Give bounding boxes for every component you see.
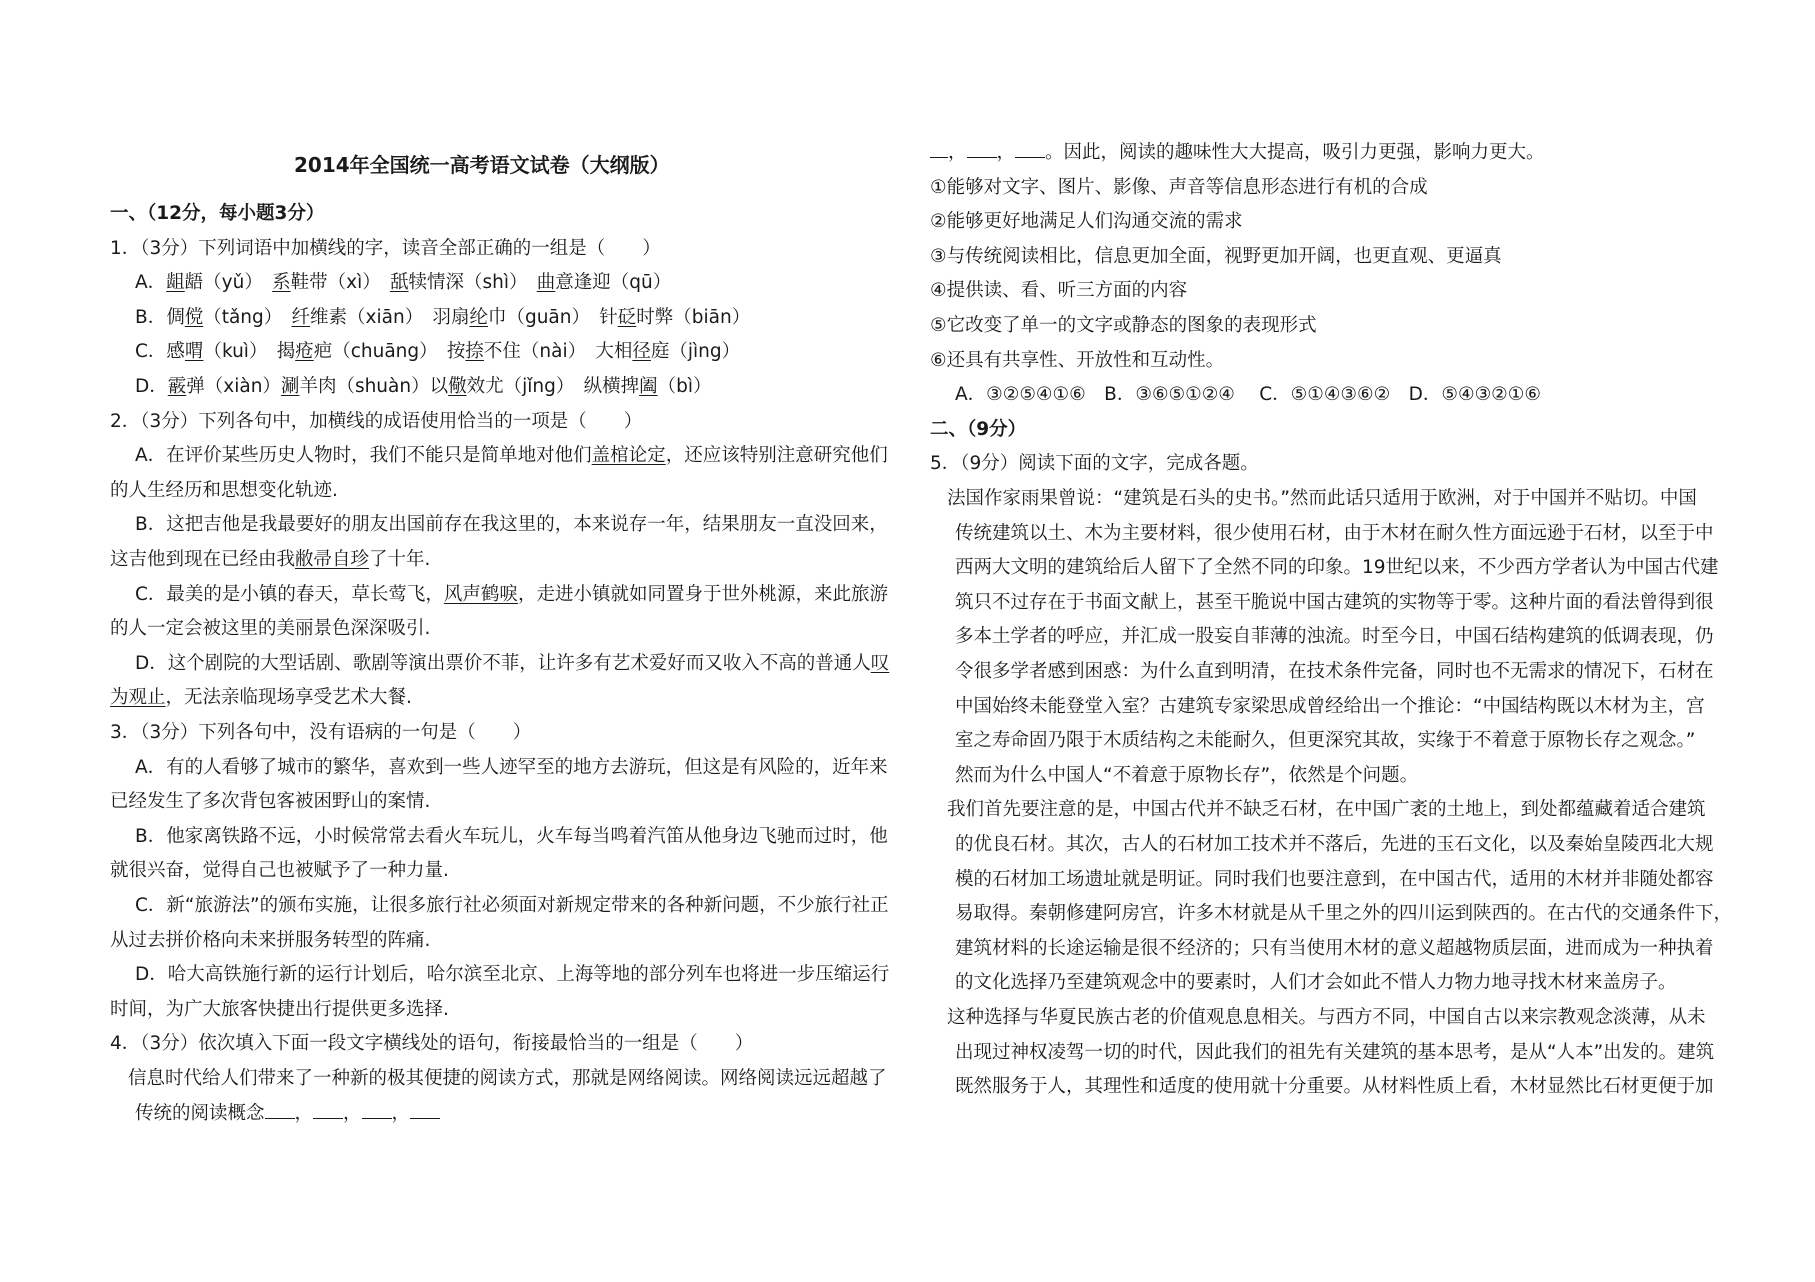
text-segment: ，走进小镇就如同置身于世外桃源，来此旅游 bbox=[517, 583, 888, 605]
text-segment: 一、（12分，每小题3分） bbox=[110, 203, 325, 224]
text-segment: 的人生经历和思想变化轨迹. bbox=[110, 479, 338, 501]
underlined-text: 纶 bbox=[469, 306, 488, 328]
text-segment: 建筑材料的长途运输是很不经济的；只有当使用木材的意义超越物质层面，进而成为一种执着 bbox=[955, 937, 1714, 959]
fill-blank bbox=[967, 143, 997, 158]
underlined-text: 砭 bbox=[617, 306, 637, 328]
text-segment: 模的石材加工场遗址就是明证。同时我们也要注意到，在中国古代，适用的木材并非随处都容 bbox=[955, 868, 1714, 890]
text-segment: ，还应该特别注意研究他们 bbox=[665, 445, 888, 467]
text-line bbox=[955, 556, 1719, 580]
text-line bbox=[110, 686, 412, 710]
underlined-text: 曲 bbox=[536, 272, 556, 294]
text-segment: 弹（xiàn） bbox=[186, 376, 281, 397]
section-heading bbox=[110, 202, 324, 226]
underlined-text: 为观止 bbox=[110, 687, 166, 709]
text-line bbox=[955, 868, 1714, 892]
text-segment: 意逢迎（qū） bbox=[555, 272, 672, 294]
underlined-text: 径 bbox=[632, 341, 651, 363]
fill-blank bbox=[362, 1104, 392, 1119]
text-line: ， ， 。因此，阅读的趣味性大大提高，吸引力更强，影响力更大。 bbox=[930, 141, 1545, 165]
option-line bbox=[135, 375, 712, 399]
fill-blank bbox=[1015, 143, 1045, 158]
text-segment: ⑤它改变了单一的文字或静态的图象的表现形式 bbox=[930, 315, 1317, 336]
text-segment: 法国作家雨果曾说：“建筑是石头的史书。”然而此话只适用于欧洲，对于中国并不贴切。中国 bbox=[947, 488, 1697, 509]
text-segment: B．这把吉他是我最要好的朋友出国前存在我这里的，本来说存一年，结果朋友一直没回来， bbox=[135, 514, 888, 536]
option-line bbox=[135, 444, 888, 468]
underlined-text: 盖棺论定 bbox=[591, 445, 666, 467]
text-segment: 2．（3分）下列各句中，加横线的成语使用恰当的一项是（ ） bbox=[110, 410, 643, 432]
text-segment: 巾（guān） 针 bbox=[487, 306, 618, 328]
underlined-text: 涮 bbox=[280, 376, 300, 397]
text-line bbox=[947, 798, 1706, 822]
text-line bbox=[955, 660, 1714, 684]
text-line bbox=[110, 790, 430, 814]
text-segment: B．他家离铁路不远，小时候常常去看火车玩儿，火车每当鸣着汽笛从他身边飞驰而过时，他 bbox=[135, 825, 888, 847]
option-line bbox=[955, 383, 1541, 407]
fill-blank bbox=[265, 1104, 295, 1119]
page-title: 2014年全国统一高考语文试卷（大纲版） bbox=[294, 153, 670, 177]
underlined-text: 风声鹤唳 bbox=[443, 583, 518, 605]
text-segment: 传统建筑以土、木为主要材料，很少使用石材，由于木材在耐久性方面远逊于石材，以至于中 bbox=[955, 522, 1714, 544]
text-segment: 效尤（jǐng） 纵横捭 bbox=[466, 376, 640, 397]
text-segment: 信息时代给人们带来了一种新的极其便捷的阅读方式，那就是网络阅读。网络阅读远远超越了 bbox=[128, 1068, 887, 1089]
option-line bbox=[135, 340, 740, 364]
option-line bbox=[135, 513, 888, 537]
text-segment: D．哈大高铁施行新的运行计划后，哈尔滨至北京、上海等地的部分列车也将进一步压缩运行 bbox=[135, 964, 890, 986]
question-line bbox=[110, 1032, 753, 1056]
text-segment: 的文化选择乃至建筑观念中的要素时，人们才会如此不惜人力物力地寻找木材来盖房子。 bbox=[955, 972, 1677, 994]
text-line bbox=[955, 729, 1695, 753]
option-line bbox=[135, 825, 888, 849]
text-segment: C．最美的是小镇的春天，草长莺飞， bbox=[135, 583, 444, 605]
text-line bbox=[110, 617, 430, 641]
text-segment: ，无法亲临现场享受艺术大餐. bbox=[165, 687, 412, 709]
text-segment: 多本土学者的呼应，并汇成一股妄自菲薄的浊流。时至今日，中国石结构建筑的低调表现，仍 bbox=[955, 626, 1714, 648]
text-segment: 室之寿命固乃限于木质结构之未能耐久，但更深究其故，实缘于不着意于原物长存之观念。” bbox=[955, 730, 1696, 752]
underlined-text: 傥 bbox=[184, 306, 204, 328]
underlined-text: 纤 bbox=[291, 306, 311, 328]
underlined-text: 龃 bbox=[166, 272, 185, 294]
text-segment: 不住（nài） 大相 bbox=[483, 341, 633, 363]
underlined-text: 系 bbox=[272, 272, 291, 294]
text-line bbox=[110, 929, 430, 953]
text-segment: （kuì） 揭 bbox=[203, 341, 296, 363]
text-line bbox=[930, 314, 1317, 338]
text-line bbox=[955, 764, 1418, 788]
text-segment: 出现过神权凌驾一切的时代，因此我们的祖先有关建筑的基本思考，是从“人本”出发的。建筑 bbox=[955, 1041, 1715, 1063]
text-line bbox=[930, 245, 1502, 269]
underlined-text: 疮 bbox=[295, 341, 314, 363]
text-line bbox=[930, 349, 1224, 373]
text-segment: 我们首先要注意的是，中国古代并不缺乏石材，在中国广袤的土地上，到处都蕴藏着适合建筑 bbox=[947, 799, 1706, 821]
question-line bbox=[930, 452, 1259, 476]
text-segment: 羊肉（shuàn）以 bbox=[299, 376, 449, 397]
text-segment: 从过去拼价格向未来拼服务转型的阵痛. bbox=[110, 929, 431, 951]
text-segment: D．这个剧院的大型话剧、歌剧等演出票价不菲，让许多有艺术爱好而又收入不高的普通人 bbox=[135, 652, 871, 674]
text-line bbox=[955, 1041, 1714, 1065]
text-line bbox=[110, 998, 449, 1022]
underlined-text: 阖 bbox=[639, 376, 658, 397]
underlined-text: 霰 bbox=[167, 376, 187, 397]
fill-blank bbox=[313, 1104, 343, 1119]
text-segment: 西两大文明的建筑给后人留下了全然不同的印象。19世纪以来，不少西方学者认为中国古代建 bbox=[955, 557, 1719, 579]
text-segment: 3．（3分）下列各句中，没有语病的一句是（ ） bbox=[110, 722, 532, 743]
text-segment: A．在评价某些历史人物时，我们不能只是简单地对他们 bbox=[135, 445, 592, 467]
text-segment: （bì） bbox=[657, 376, 712, 397]
text-segment: 5．（9分）阅读下面的文字，完成各题。 bbox=[930, 453, 1259, 475]
text-line bbox=[110, 859, 449, 883]
text-segment: ②能够更好地满足人们沟通交流的需求 bbox=[930, 211, 1243, 233]
text-segment: 1．（3分）下列词语中加横线的字，读音全部正确的一组是（ ） bbox=[110, 237, 661, 259]
fill-blank bbox=[410, 1104, 440, 1119]
text-segment: ④提供读、看、听三方面的内容 bbox=[930, 280, 1188, 302]
underlined-text: 敝帚自珍 bbox=[295, 549, 370, 570]
text-segment: A．③②⑤④①⑥ B．③⑥⑤①②④ C．⑤①④③⑥② D．⑤④③②①⑥ bbox=[955, 384, 1541, 406]
text-segment: 这吉他到现在已经由我 bbox=[110, 549, 296, 570]
text-segment: A． bbox=[135, 272, 167, 294]
text-segment: 就很兴奋，觉得自己也被赋予了一种力量. bbox=[110, 860, 449, 882]
option-line bbox=[135, 652, 889, 676]
text-segment: 。因此，阅读的趣味性大大提高，吸引力更强，影响力更大。 bbox=[1045, 142, 1545, 163]
question-line bbox=[110, 410, 642, 434]
text-segment: 的人一定会被这里的美丽景色深深吸引. bbox=[110, 618, 431, 640]
text-segment: ③与传统阅读相比，信息更加全面，视野更加开阔，也更直观、更逼真 bbox=[930, 245, 1502, 267]
text-line bbox=[955, 591, 1714, 615]
text-line bbox=[955, 695, 1705, 719]
text-segment: 鞋带（xì） bbox=[290, 272, 390, 294]
text-segment: 已经发生了多次背包客被困野山的案情. bbox=[110, 791, 431, 813]
option-line bbox=[135, 583, 888, 607]
text-line bbox=[930, 210, 1243, 234]
option-line bbox=[135, 306, 750, 330]
question-line bbox=[110, 237, 661, 261]
text-segment: 传统的阅读概念 bbox=[135, 1102, 265, 1124]
question-line bbox=[110, 721, 531, 745]
text-segment: 时弊（biān） bbox=[636, 306, 751, 328]
text-segment: C．新“旅游法”的颁布实施，让很多旅行社必须面对新规定带来的各种新问题，不少旅行社正 bbox=[135, 895, 889, 916]
underlined-text: 儆 bbox=[448, 376, 467, 397]
underlined-text: 舐 bbox=[389, 272, 409, 294]
text-segment: ①能够对文字、图片、影像、声音等信息形态进行有机的合成 bbox=[930, 176, 1428, 198]
text-line bbox=[955, 833, 1714, 857]
text-line: 传统的阅读概念 ， ， ， bbox=[135, 1102, 440, 1126]
text-line bbox=[930, 279, 1187, 303]
text-segment: 了十年. bbox=[369, 549, 431, 570]
text-line bbox=[128, 1067, 887, 1091]
text-segment: C．感 bbox=[135, 341, 185, 363]
text-segment: 易取得。秦朝修建阿房宫，许多木材就是从千里之外的四川运到陕西的。在古代的交通条件下， bbox=[955, 903, 1733, 925]
text-segment: 然而为什么中国人“不着意于原物长存”，依然是个问题。 bbox=[955, 764, 1419, 786]
text-segment: 庭（jìng） bbox=[650, 341, 741, 363]
text-segment: 维素（xiān） 羽扇 bbox=[310, 306, 470, 328]
text-line bbox=[947, 487, 1697, 511]
text-segment: 这种选择与华夏民族古老的价值观息息相关。与西方不同，中国自古以来宗教观念淡薄，从未 bbox=[947, 1007, 1706, 1028]
text-segment: 犊情深（shì） bbox=[408, 272, 537, 294]
text-segment: 既然服务于人，其理性和适度的使用就十分重要。从材料性质上看，木材显然比石材更便于加 bbox=[955, 1076, 1714, 1098]
text-segment: ⑥还具有共享性、开放性和互动性。 bbox=[930, 349, 1225, 371]
option-line bbox=[135, 963, 889, 987]
section-heading bbox=[930, 418, 1026, 442]
text-segment: 的优良石材。其次，古人的石材加工技术并不落后，先进的玉石文化，以及秦始皇陵西北大规 bbox=[955, 834, 1714, 855]
underlined-text: 叹 bbox=[870, 652, 890, 674]
text-line bbox=[955, 1075, 1714, 1099]
option-line bbox=[135, 756, 888, 780]
fill-blank bbox=[930, 143, 948, 158]
text-line bbox=[955, 937, 1714, 961]
text-segment: 时间，为广大旅客快捷出行提供更多选择. bbox=[110, 998, 449, 1020]
text-segment: 中国始终未能登堂入室？古建筑专家梁思成曾经给出一个推论：“中国结构既以木材为主，宫 bbox=[955, 695, 1705, 717]
text-line bbox=[955, 522, 1714, 546]
text-segment: 疤（chuāng） 按 bbox=[313, 341, 466, 363]
text-line bbox=[110, 548, 430, 572]
underlined-text: 捺 bbox=[465, 341, 484, 363]
text-line bbox=[930, 176, 1428, 200]
text-segment: B．倜 bbox=[135, 306, 185, 328]
text-segment: 令很多学者感到困惑：为什么直到明清，在技术条件完备，同时也不无需求的情况下，石材在 bbox=[955, 661, 1714, 682]
text-segment: D． bbox=[135, 376, 168, 397]
text-line bbox=[110, 479, 338, 503]
text-segment: （tǎng） bbox=[203, 306, 292, 328]
text-segment: 二、（9分） bbox=[930, 418, 1027, 440]
text-segment: 4．（3分）依次填入下面一段文字横线处的语句，衔接最恰当的一组是（ ） bbox=[110, 1033, 754, 1055]
text-line bbox=[955, 971, 1677, 995]
option-line bbox=[135, 271, 671, 295]
option-line bbox=[135, 894, 889, 918]
text-segment: 龉（yǔ） bbox=[184, 272, 273, 294]
underlined-text: 喟 bbox=[184, 341, 204, 363]
text-line bbox=[955, 625, 1714, 649]
text-segment: A．有的人看够了城市的繁华，喜欢到一些人迹罕至的地方去游玩，但这是有风险的，近年来 bbox=[135, 756, 888, 778]
text-segment: 筑只不过存在于书面文献上，甚至干脆说中国古建筑的实物等于零。这种片面的看法曾得到很 bbox=[955, 591, 1714, 613]
text-line bbox=[947, 1006, 1706, 1030]
text-line bbox=[955, 902, 1732, 926]
